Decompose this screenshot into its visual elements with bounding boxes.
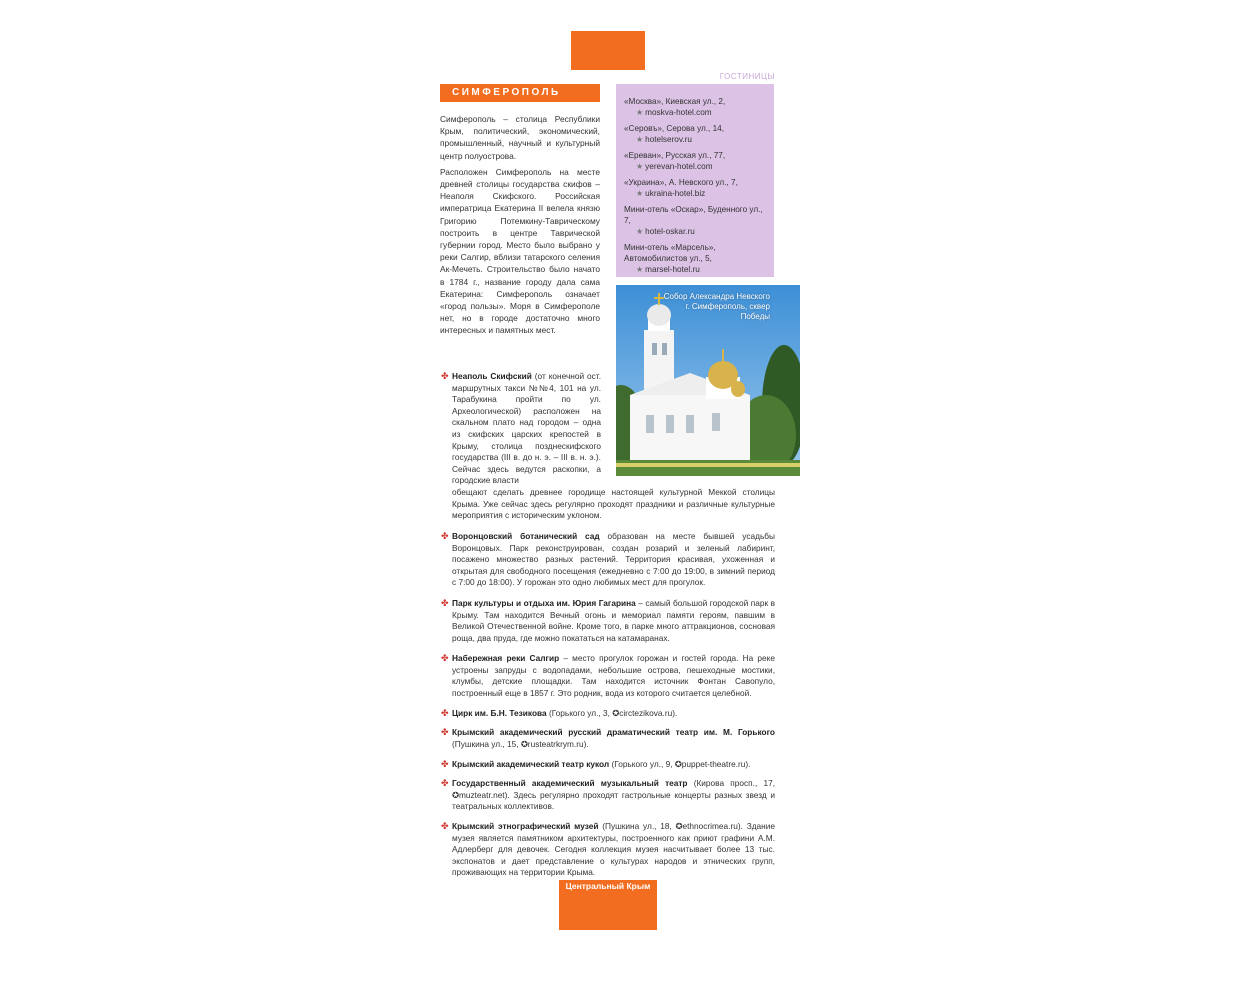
web-star-icon: ★ <box>636 135 644 144</box>
attraction-text: – самый большой городской парк в Крыму. Там находится Вечный огонь и мемориал памяти героям, павшим в Великой Отечественной войне. Кроме того, в парке много аттракционов, сосновая роща, два пруда, где можно покататься на катамаранах. <box>452 598 775 643</box>
attraction-item <box>441 759 775 771</box>
attraction-text: – место прогулок горожан и гостей города. На реке устроены запруды с водопадами, небольшие острова, пешеходные мостики, клумбы, детские площадки. Там находится источник Фонтан Савопуло, построенный еще в 1857 г. Это родник, вода из которого считается целебной. <box>452 653 775 698</box>
intro-paragraph: Расположен Симферополь на месте древней столицы государства скифов – Неаполя Скифского. Российская императрица Екатерина II велела князю Григорию Потемкину-Таврическому построить в центре Таврической губернии город. Место было выбрано у реки Салгир, вблизи татарского селения Ак-Мечеть. Строительство было начато в 1784 г., название городу дала сама Екатерина: Симферополь означает «город пользы». Моря в Симферополе нет, но в городе достаточно много интересных и памятных мест. <box>440 166 600 336</box>
region-tab-label: Центральный Крым <box>565 881 651 891</box>
hotel-website-link[interactable]: marsel-hotel.ru <box>645 265 700 274</box>
attraction-text: образован на месте бывшей усадьбы Воронцовых. Парк реконструирован, создан розарий и зеленый лабиринт, посажено множество разных растений. Территория красивая, ухоженная и открытая для свободного посещения (ежедневно с 7:00 до 19:00, в зимний период с 7:00 до 18:00). У горожан это одно любимых мест для прогулок. <box>452 531 775 588</box>
hotel-item <box>624 96 768 118</box>
hotel-item <box>624 204 768 237</box>
attraction-item <box>441 531 775 589</box>
web-star-icon: ★ <box>636 227 644 236</box>
photo-caption <box>660 292 770 322</box>
hotel-item <box>624 150 768 172</box>
hotel-item <box>624 177 768 199</box>
attraction-text: (от конечной ост. маршрутных такси №№4, 101 на ул. Тарабукина пройти по ул. Археологической) расположен на скальном плато над городом – одна из скифских царских крепостей в Крыму, столица позднескифского государства (III в. до н. э. – III в. н. э.). Сейчас здесь ведутся раскопки, а городские власти <box>452 371 601 486</box>
attraction-title: Крымский академический театр кукол <box>452 759 610 769</box>
hotel-website-link[interactable]: yerevan-hotel.com <box>645 162 713 171</box>
caption-title: Собор Александра Невского <box>663 292 770 301</box>
hotel-name: Мини-отель «Оскар», Буденного ул., 7, <box>624 205 763 225</box>
attraction-item <box>441 821 775 879</box>
web-star-icon: ★ <box>636 162 644 171</box>
attraction-title: Крымский академический русский драматический театр им. М. Горького <box>452 727 775 737</box>
attraction-text: (Горького ул., 9, ✪puppet-theatre.ru). <box>611 759 751 769</box>
attraction-item <box>441 371 775 522</box>
bullet-flower-icon: ✤ <box>441 598 449 608</box>
attraction-title: Воронцовский ботанический сад <box>452 531 600 541</box>
bullet-flower-icon: ✤ <box>441 653 449 663</box>
hotel-name: «Ереван», Русская ул., 77, <box>624 151 726 160</box>
hotel-website-link[interactable]: ukraina-hotel.biz <box>645 189 706 198</box>
hotels-panel <box>616 84 774 277</box>
intro-text <box>440 113 600 341</box>
hotel-name: «Москва», Киевская ул., 2, <box>624 97 726 106</box>
attraction-text: (Кирова просп., 17, ✪muzteatr.net). Здесь регулярно проходят гастрольные концерты разных звезд и театральных коллективов. <box>452 778 775 812</box>
city-title-bar: СИМФЕРОПОЛЬ <box>440 84 600 102</box>
attraction-title: Государственный академический музыкальный театр <box>452 778 688 788</box>
attraction-text: (Пушкина ул., 18, ✪ethnocrimea.ru). Здание музея является памятником архитектуры, построенного как приют графини А.М. Адлерберг для девочек. Сегодня коллекция музея насчитывает более 13 тыс. экспонатов и дает представление о культурах народов и этнических групп, проживающих на территории Крыма. <box>452 821 775 878</box>
intro-paragraph: Симферополь – столица Республики Крым, политический, экономический, промышленный, научный и культурный центр полуострова. <box>440 114 600 161</box>
section-label-hotels: ГОСТИНИЦЫ <box>719 72 775 81</box>
attraction-item <box>441 653 775 699</box>
bullet-flower-icon: ✤ <box>441 531 449 541</box>
bullet-flower-icon: ✤ <box>441 759 449 769</box>
hotel-name: Мини-отель «Марсель», Автомобилистов ул., 5, <box>624 243 716 263</box>
hotel-website-link[interactable]: hotel-oskar.ru <box>645 227 695 236</box>
attraction-item <box>441 778 775 813</box>
attraction-item <box>441 727 775 750</box>
hotel-website-link[interactable]: hotelserov.ru <box>645 135 692 144</box>
web-star-icon: ★ <box>636 265 644 274</box>
attraction-item <box>441 598 775 644</box>
web-star-icon: ★ <box>636 108 644 117</box>
attraction-title: Набережная реки Салгир <box>452 653 560 663</box>
hotel-name: «Украина», А. Невского ул., 7, <box>624 178 738 187</box>
bullet-flower-icon: ✤ <box>441 821 449 831</box>
attraction-text: (Горького ул., 3, ✪circtezikova.ru). <box>548 708 678 718</box>
caption-location: г. Симферополь, сквер Победы <box>685 302 770 321</box>
bullet-flower-icon: ✤ <box>441 778 449 788</box>
hotel-website-link[interactable]: moskva-hotel.com <box>645 108 712 117</box>
hotel-item <box>624 123 768 145</box>
attraction-title: Парк культуры и отдыха им. Юрия Гагарина <box>452 598 636 608</box>
bullet-flower-icon: ✤ <box>441 708 449 718</box>
attraction-title: Цирк им. Б.Н. Тезикова <box>452 708 547 718</box>
bullet-flower-icon: ✤ <box>441 371 449 381</box>
hotel-item <box>624 242 768 275</box>
top-orange-tab <box>571 31 645 70</box>
attraction-text-continued: обещают сделать древнее городище настоящей культурной Меккой столицы Крыма. Уже сейчас здесь регулярно проходят праздники и различные культурные мероприятия с историческим уклоном. <box>452 486 775 521</box>
bottom-orange-tab <box>559 880 657 930</box>
attraction-title: Неаполь Скифский <box>452 371 532 381</box>
bullet-flower-icon: ✤ <box>441 727 449 737</box>
attraction-item <box>441 708 775 720</box>
attraction-text: (Пушкина ул., 15, ✪rusteatrkrym.ru). <box>452 738 589 749</box>
web-star-icon: ★ <box>636 189 644 198</box>
hotel-name: «Серовъ», Серова ул., 14, <box>624 124 724 133</box>
attraction-title: Крымский этнографический музей <box>452 821 599 831</box>
